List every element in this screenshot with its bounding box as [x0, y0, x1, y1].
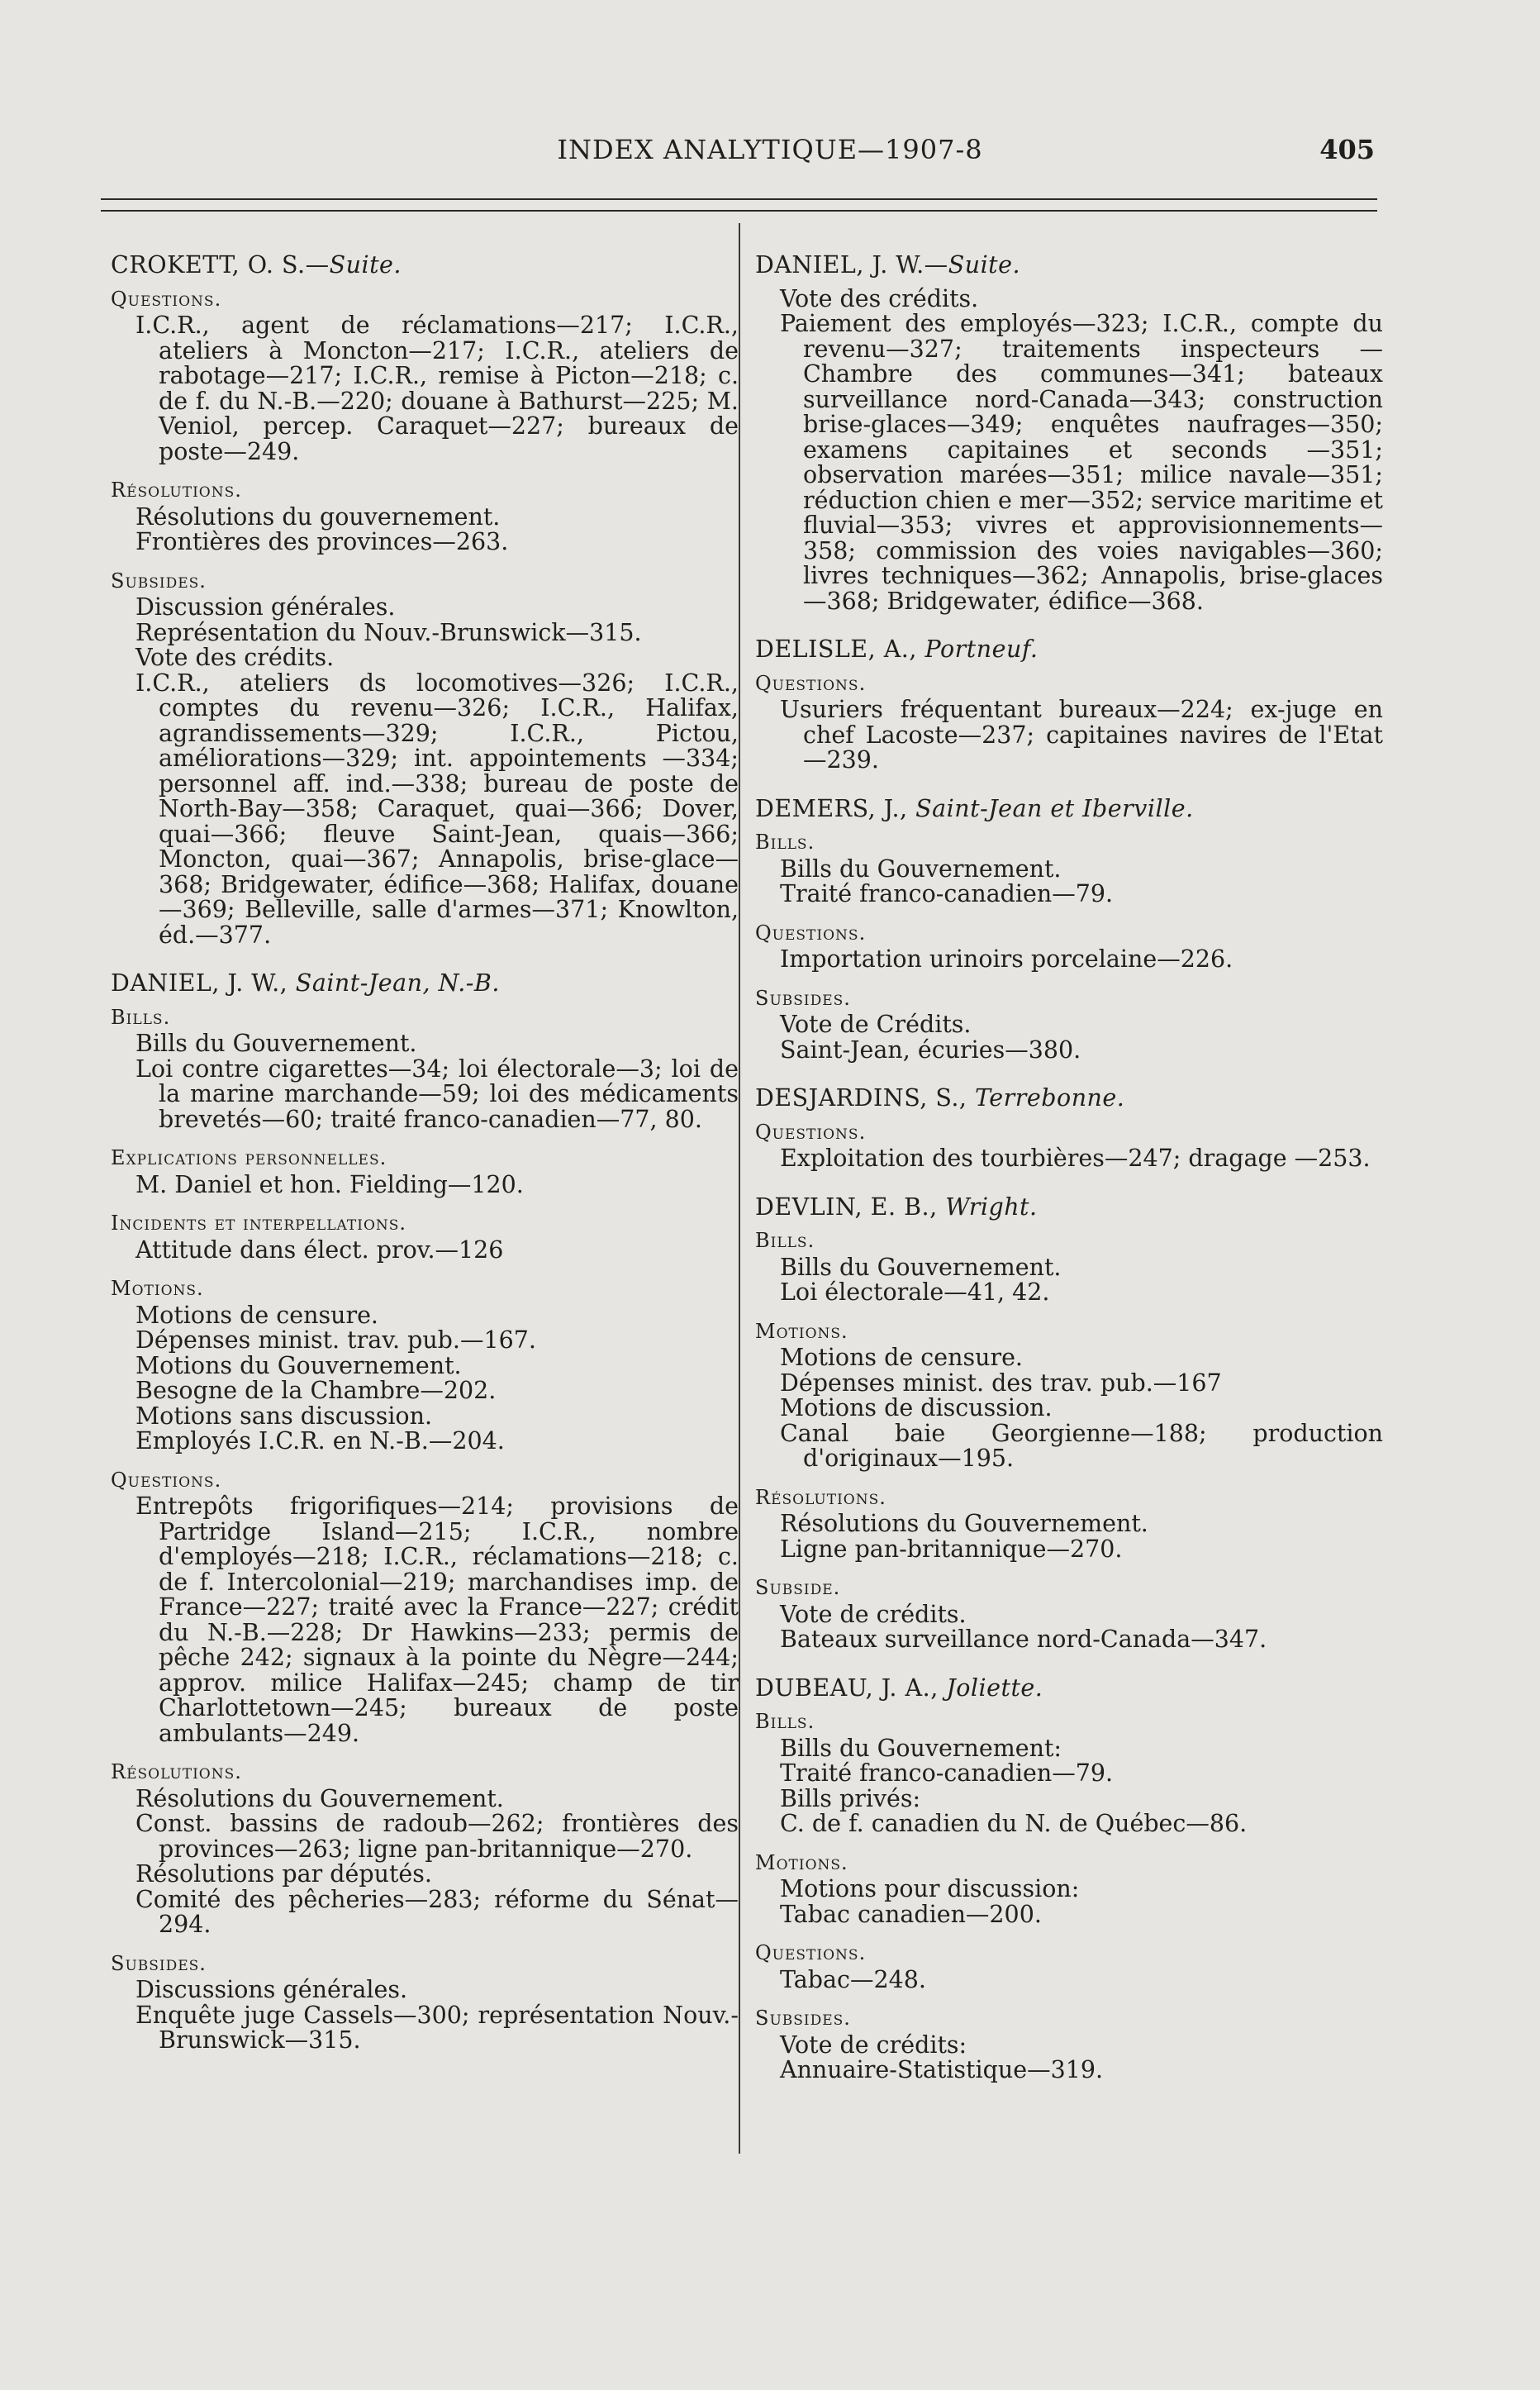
- subsection-heading: Motions sans discussion.: [135, 1402, 433, 1430]
- index-item: Traité franco-canadien—79.: [780, 1759, 1114, 1787]
- subsection-heading: Motions de censure.: [135, 1301, 378, 1329]
- section-label: Questions.: [755, 1120, 867, 1144]
- index-item: Comité des pêcheries—283; réforme du Sénat—294.: [135, 1885, 739, 1938]
- section-label: Bills.: [755, 1229, 815, 1252]
- section-label: Motions.: [755, 1850, 848, 1874]
- index-item: Enquête juge Cassels—300; représentation Nouv.-Brunswick—315.: [135, 2001, 739, 2054]
- left-column: [111, 253, 739, 2054]
- section-label: Subsides.: [755, 986, 851, 1010]
- continued-marker: Suite.: [948, 251, 1021, 279]
- index-item: Représentation du Nouv.-Brunswick—315.: [135, 618, 642, 646]
- section-label: Subsides.: [111, 1951, 207, 1975]
- member-riding: Terrebonne.: [975, 1084, 1125, 1112]
- member-riding: Portneuf.: [924, 636, 1039, 663]
- subsection-heading: Résolutions du Gouvernement.: [780, 1510, 1148, 1537]
- section-label: Questions.: [755, 671, 867, 695]
- section-label: Questions.: [111, 287, 222, 311]
- member-riding: Saint-Jean, N.-B.: [295, 969, 500, 997]
- index-item: Exploitation des tourbières—247; dragage —253.: [780, 1145, 1371, 1172]
- subsection-heading: Motions de censure.: [780, 1344, 1023, 1371]
- index-item: Usuriers fréquentant bureaux—224; ex-juge en chef Lacoste—237; capitaines navires de l'Etat—239.: [780, 696, 1383, 774]
- index-item: Canal baie Georgienne—188; production d'originaux—195.: [780, 1419, 1383, 1472]
- member-name: DANIEL, J. W.—: [755, 251, 948, 279]
- index-item: Paiement des employés—323; I.C.R., compte du revenu—327; traitements inspecteurs —Chambre des communes—341; bateaux surveillance nord-Canada—343; construction brise-glaces—349; enquêtes naufrages—350; examens capitaines et seconds —351; observation marées—351; milice navale—351; réduction chien e mer—352; service maritime et fluvial—353; vivres et approvisionnements—358; commission des voies navigables—360; livres techniques—362; Annapolis, brise-glaces —368; Bridgewater, édifice—368.: [780, 310, 1383, 615]
- index-item: Const. bassins de radoub—262; frontières des provinces—263; ligne pan-britannique—270.: [135, 1810, 739, 1863]
- index-item: Tabac—248.: [780, 1965, 926, 1993]
- index-item: Loi contre cigarettes—34; loi électorale—3; loi de la marine marchande—59; loi des médicaments brevetés—60; traité franco-canadien—77, 80.: [135, 1055, 739, 1133]
- section-label: Bills.: [755, 831, 815, 854]
- subsection-heading: Discussions générales.: [135, 1976, 408, 2003]
- entry-heading: [111, 253, 739, 279]
- header-rule-bottom: [101, 210, 1377, 212]
- member-name: DESJARDINS, S.,: [755, 1084, 976, 1112]
- index-item: Loi électorale—41, 42.: [780, 1278, 1050, 1306]
- member-name: CROKETT, O. S.—: [111, 251, 330, 279]
- section-label: Incidents et interpellations.: [111, 1212, 407, 1235]
- subsection-heading: Motions pour discussion:: [780, 1875, 1080, 1902]
- index-item: Besogne de la Chambre—202.: [135, 1377, 497, 1404]
- section-label: Résolutions.: [111, 478, 242, 502]
- page-title: INDEX ANALYTIQUE—1907-8: [557, 134, 983, 165]
- subsection-heading: Vote des crédits.: [780, 284, 979, 312]
- entry-heading: [755, 637, 1383, 663]
- index-item: Motions de discussion.: [780, 1394, 1053, 1421]
- entry-heading: [755, 794, 1383, 822]
- member-name: DEMERS, J.,: [755, 794, 916, 822]
- subsection-heading: M. Daniel et hon. Fielding—120.: [135, 1170, 524, 1198]
- index-item: Dépenses minist. des trav. pub.—167: [780, 1369, 1222, 1397]
- section-label: Subsides.: [755, 2007, 851, 2030]
- subsection-heading: Vote des crédits.: [135, 644, 335, 671]
- index-item: Ligne pan-britannique—270.: [780, 1535, 1123, 1563]
- right-column: [755, 253, 1383, 2083]
- page-header: [0, 134, 1540, 174]
- index-item: I.C.R., ateliers ds locomotives—326; I.C.R., comptes du revenu—326; I.C.R., Halifax, agrandissements—329; I.C.R., Pictou, améliorations—329; int. appointements —334; personnel aff. ind.—338; bureau de poste de North-Bay—358; Caraquet, quai—366; Dover, quai—366; fleuve Saint-Jean, quais—366; Moncton, quai—367; Annapolis, brise-glace—368; Bridgewater, édifice—368; Halifax, douane—369; Belleville, salle d'armes—371; Knowlton, éd.—377.: [135, 669, 739, 949]
- index-item: Employés I.C.R. en N.-B.—204.: [135, 1427, 505, 1454]
- section-label: Bills.: [755, 1710, 815, 1733]
- subsection-heading: Discussion générales.: [135, 593, 396, 621]
- subsection-heading: Résolutions du Gouvernement.: [135, 1784, 504, 1812]
- continued-marker: Suite.: [329, 251, 402, 279]
- section-label: Motions.: [111, 1277, 204, 1300]
- member-riding: Joliette.: [946, 1673, 1043, 1702]
- subsection-heading: Motions du Gouvernement.: [135, 1351, 462, 1379]
- index-item: I.C.R., agent de réclamations—217; I.C.R., ateliers à Moncton—217; I.C.R., ateliers de rabotage—217; I.C.R., remise à Picton—218; c. de f. du N.-B.—220; douane à Bathurst—225; M. Veniol, percep. Caraquet—227; bureaux de poste—249.: [135, 312, 739, 465]
- entry-heading: [111, 971, 739, 997]
- subsection-heading: Résolutions du gouvernement.: [135, 502, 501, 531]
- subsection-heading: Bills privés:: [780, 1784, 921, 1812]
- member-riding: Wright.: [945, 1193, 1038, 1221]
- section-label: Motions.: [755, 1319, 848, 1343]
- index-item: Entrepôts frigorifiques—214; provisions de Partridge Island—215; I.C.R., nombre d'employés—218; I.C.R., réclamations—218; c. de f. Intercolonial—219; marchandises imp. de France—227; traité avec la France—227; crédit du N.-B.—228; Dr Hawkins—233; permis de pêche 242; signaux à la pointe du Nègre—244; approv. milice Halifax—245; champ de tir Charlottetown—245; bureaux de poste ambulants—249.: [135, 1493, 739, 1747]
- index-item: C. de f. canadien du N. de Québec—86.: [780, 1810, 1248, 1837]
- index-item: Traité franco-canadien—79.: [780, 880, 1114, 907]
- subsection-heading: Vote de crédits:: [780, 2031, 967, 2059]
- index-item: Tabac canadien—200.: [780, 1900, 1042, 1928]
- subsection-heading: Bills du Gouvernement.: [135, 1030, 417, 1057]
- index-item: Annuaire-Statistique—319.: [780, 2056, 1104, 2083]
- entry-heading: [755, 253, 1383, 279]
- section-label: Résolutions.: [111, 1760, 242, 1783]
- entry-heading: [755, 1195, 1383, 1221]
- subsection-heading: Vote de Crédits.: [780, 1011, 972, 1038]
- section-label: Questions.: [111, 1468, 222, 1492]
- member-name: DUBEAU, J. A.,: [755, 1673, 947, 1702]
- index-item: Saint-Jean, écuries—380.: [780, 1036, 1081, 1064]
- entry-heading: [755, 1673, 1383, 1702]
- index-item: Dépenses minist. trav. pub.—167.: [135, 1326, 536, 1354]
- section-label: Explications personnelles.: [111, 1146, 387, 1169]
- page-number: 405: [1319, 134, 1375, 165]
- subsection-heading: Bills du Gouvernement:: [780, 1734, 1062, 1762]
- subsection-heading: Attitude dans élect. prov.—126: [135, 1235, 504, 1264]
- section-label: Bills.: [111, 1005, 171, 1029]
- section-label: Résolutions.: [755, 1485, 886, 1509]
- member-name: DANIEL, J. W.,: [111, 969, 296, 997]
- subsection-heading: Vote de crédits.: [780, 1600, 967, 1628]
- member-name: DEVLIN, E. B.,: [755, 1193, 946, 1221]
- index-item: Importation urinoirs porcelaine—226.: [780, 945, 1233, 973]
- subsection-heading: Bills du Gouvernement.: [780, 855, 1062, 883]
- member-name: DELISLE, A.,: [755, 636, 925, 663]
- section-label: Subside.: [755, 1576, 841, 1599]
- section-label: Subsides.: [111, 569, 207, 593]
- header-rule-top: [101, 198, 1377, 200]
- section-label: Questions.: [755, 1941, 867, 1964]
- subsection-heading: Bills du Gouvernement.: [780, 1253, 1062, 1281]
- entry-heading: [755, 1086, 1383, 1112]
- member-riding: Saint-Jean et Iberville.: [915, 794, 1194, 822]
- column-divider: [739, 223, 740, 2154]
- subsection-heading: Résolutions par députés.: [135, 1860, 432, 1888]
- section-label: Questions.: [755, 921, 867, 945]
- index-item: Frontières des provinces—263.: [135, 528, 509, 555]
- index-item: Bateaux surveillance nord-Canada—347.: [780, 1626, 1267, 1653]
